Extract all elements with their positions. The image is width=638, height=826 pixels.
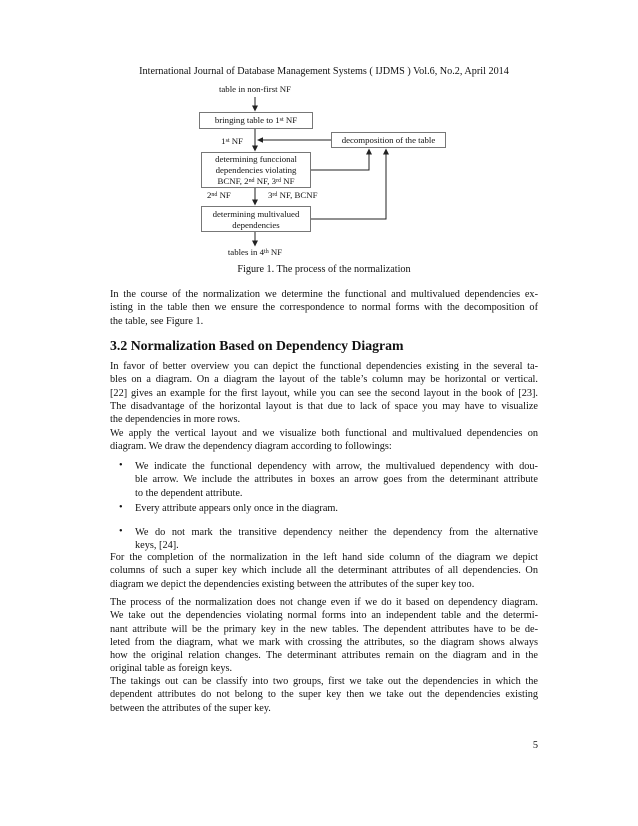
superscript: st — [279, 116, 284, 123]
diagram-label-start-text: table in non-first NF — [218, 84, 292, 94]
text-line: The takings out can be classify into two groups, first we take out the dependencies in which the — [110, 676, 538, 687]
section-heading: 3.2 Normalization Based on Dependency Diagram — [110, 338, 404, 353]
bullet-item-2 — [110, 502, 538, 515]
text-line: We apply the vertical layout and we visualize both functional and multivalued dependencies on — [110, 428, 538, 439]
arrow-functional-to-multivalued-icon — [252, 188, 258, 206]
text-line: The disadvantage of the horizontal layout is that due to lack of space you may have to visualize — [110, 400, 538, 412]
text-line: columns of such a super key which include all the determinant attributes of all dependencies. On — [110, 565, 538, 577]
diagram-box-multivalued — [201, 206, 311, 232]
text-line: the table, see Figure 1. — [110, 315, 204, 327]
text-line: original table as foreign keys. — [110, 663, 233, 675]
paragraph-2 — [110, 360, 538, 426]
figure-1-diagram — [0, 0, 638, 270]
text-line: We indicate the functional dependency with arrow, the multivalued dependency with dou- — [135, 461, 538, 472]
bullet-marker-icon: • — [119, 526, 123, 537]
paragraph-5 — [110, 596, 538, 676]
arrow-functional-to-decomposition-icon — [311, 149, 372, 171]
box-bringing-text: NF — [283, 115, 298, 125]
diagram-box-bringing — [199, 112, 313, 129]
superscript: th — [264, 248, 269, 255]
superscript: nd — [211, 191, 218, 198]
bullet-item-3 — [110, 526, 538, 553]
box-bringing-text: bringing table to 1 — [214, 115, 280, 125]
figure-caption: Figure 1. The process of the normalization — [237, 264, 411, 275]
text-line: bles on a diagram. On a diagram the layout of the table’s column may be horizontal or vertical. — [110, 374, 538, 386]
box-functional-line: dependencies violating — [215, 165, 297, 175]
bullet-marker-icon: • — [119, 460, 123, 471]
diagram-label-1nf: 1st NF — [221, 136, 243, 146]
superscript: rd — [272, 191, 278, 198]
text-line: diagram. We draw the dependency diagram according to followings: — [110, 441, 392, 453]
box-functional-line: BCNF, 2nd NF, 3rd NF — [217, 176, 295, 186]
superscript: st — [225, 137, 230, 144]
text-line: keys, [24]. — [135, 540, 179, 552]
bullet-item-1 — [110, 460, 538, 500]
journal-header: International Journal of Database Management Systems ( IJDMS ) Vol.6, No.2, April 2014 — [139, 66, 509, 77]
text-line: leted from the diagram, what we mark with crossing the attributes, so the diagram shows always — [110, 636, 538, 648]
diagram-connectors — [0, 0, 638, 270]
diagram-label-2nf: 2nd NF — [207, 190, 231, 200]
text-line: For the completion of the normalization in the left hand side column of the diagram we depict — [110, 552, 538, 563]
text-line: We take out the dependencies violating normal forms into an independent table and the determi- — [110, 610, 538, 622]
page-number: 5 — [532, 740, 538, 751]
text-line: dependent attributes do not belong to the super key then we take out the dependencies existing — [110, 689, 538, 701]
text-line: Every attribute appears only once in the diagram. — [135, 503, 339, 514]
text-line: ble arrow. We include the attributes in boxes an arrow goes from the determinant attribute — [135, 474, 538, 486]
diagram-label-end: tables in 4th NF — [227, 247, 283, 257]
text-line: how the original relation changes. The determinant attributes remain on the diagram and in the — [110, 650, 538, 662]
text-line: nant attribute will be the primary key in the new tables. The dependent attributes have to be de- — [110, 623, 538, 635]
bullet-marker-icon: • — [119, 502, 123, 513]
text-line: to the dependent attribute. — [135, 487, 243, 499]
text-line: The process of the normalization does not change even if we do it based on dependency diagram. — [110, 597, 538, 608]
text-line: between the attributes of the super key. — [110, 702, 271, 714]
box-decomposition-text: decomposition of the table — [341, 135, 436, 145]
paragraph-1 — [110, 288, 538, 328]
diagram-box-functional — [201, 152, 311, 188]
diagram-box-decomposition — [331, 132, 446, 148]
text-line: [22] gives an example for the first layout, while you can see the second layout in the book of [23]. — [110, 387, 538, 399]
text-line: diagram we depict the dependencies existing between the attributes of the super key too. — [110, 578, 475, 590]
box-multivalued-line: determining multivalued — [212, 209, 300, 219]
paragraph-4 — [110, 551, 538, 591]
text-line: In the course of the normalization we determine the functional and multivalued dependencies ex- — [110, 289, 538, 300]
arrow-decomposition-to-flow-icon — [257, 137, 331, 143]
box-functional-line: determining funccional — [215, 154, 297, 164]
arrow-multivalued-to-decomposition-icon — [311, 149, 389, 220]
superscript: rd — [276, 177, 282, 184]
superscript: nd — [248, 177, 255, 184]
box-multivalued-line: dependencies — [232, 220, 280, 230]
text-line: the dependencies in more rows. — [110, 414, 241, 426]
paragraph-6 — [110, 675, 538, 715]
arrow-multivalued-to-end-icon — [252, 232, 258, 247]
diagram-label-3nf-bcnf: 3rd NF, BCNF — [268, 190, 318, 200]
text-line: We do not mark the transitive dependency neither the dependency from the alternative — [135, 527, 538, 538]
diagram-label-start — [155, 84, 355, 94]
text-line: isting in the table then we ensure the correspondence to normal forms with the decomposition of — [110, 302, 538, 314]
arrow-start-to-bringing-icon — [252, 97, 258, 112]
text-line: In favor of better overview you can depict the functional dependencies existing in the several ta- — [110, 361, 538, 372]
arrow-bringing-to-functional-icon — [252, 129, 258, 152]
paragraph-3 — [110, 427, 538, 454]
